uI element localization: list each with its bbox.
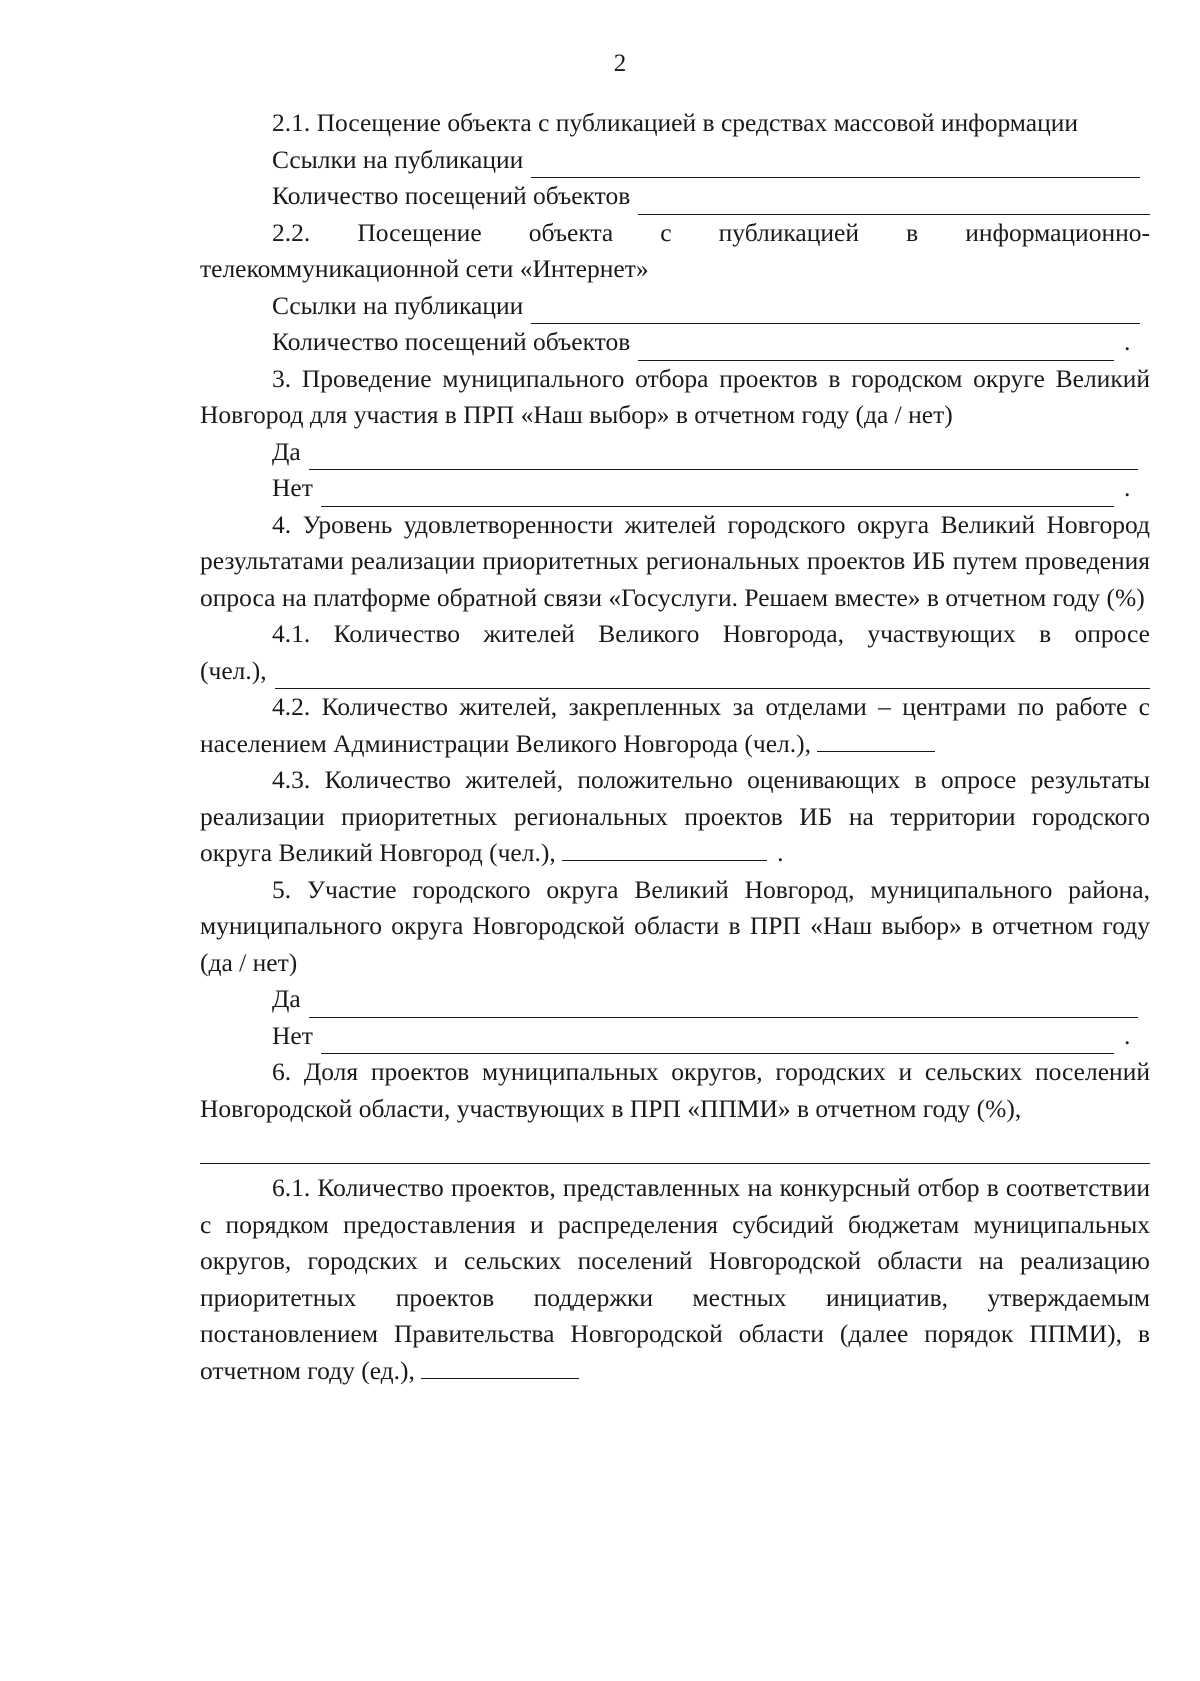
section-2-2-visits-field[interactable] [638, 333, 1114, 361]
section-3-no-label: Нет [272, 473, 313, 502]
section-2-2-visits-label: Количество посещений объектов [272, 327, 631, 356]
section-3-no-end: . [1124, 473, 1131, 502]
section-4-1-text: 4.1. Количество жителей Великого Новгорода, участвующих в опросе [272, 619, 1150, 648]
section-4-2-label: 4.2. Количество жителей, закрепленных за отделами – центрами по работе с населением Администрации Великого Новгорода (чел.), [200, 692, 1150, 758]
section-2-1-visits-label: Количество посещений объектов [272, 181, 631, 210]
section-6-1-label: 6.1. Количество проектов, представленных на конкурсный отбор в соответствии с порядком предоставления и распределения субсидий бюджетам муниципальных округов, городских и сельских поселений Новгородской области на реализацию приоритетных проектов поддержки местных инициатив, утверждаемым постановлением Правительства Новгородской области (далее порядок ППМИ), в отчетном году (ед.), [200, 1173, 1150, 1385]
section-2-2-links-label: Ссылки на публикации [272, 290, 524, 320]
section-4-3-end: . [777, 838, 784, 867]
section-5-no-row [200, 1018, 1150, 1055]
section-3-no-row [200, 470, 1150, 507]
section-2-2-title: 2.2. Посещение объекта с публикацией в информационно-телекоммуникационной сети «Интернет» [200, 217, 1150, 283]
section-5-no-field[interactable] [321, 1026, 1114, 1054]
section-2-1-links-label: Ссылки на публикации [272, 144, 524, 174]
section-3-yes-label: Да [272, 436, 301, 466]
section-4-1-unit: (чел.), [200, 655, 267, 685]
section-2-2-visits-row [200, 324, 1150, 361]
section-5-title: 5. Участие городского округа Великий Новгород, муниципального района, муниципального округа Новгородской области в ПРП «Наш выбор» в отчетном году (да / нет) [200, 874, 1150, 977]
section-4-2-text [200, 689, 1150, 762]
section-3-yes-field[interactable] [309, 442, 1138, 470]
section-5-no-label: Нет [272, 1020, 313, 1050]
section-2-2-links-field[interactable] [531, 296, 1140, 324]
section-3-no-field[interactable] [321, 479, 1114, 507]
section-2-2-visits-end: . [1124, 327, 1131, 356]
section-3-title: 3. Проведение муниципального отбора проектов в городском округе Великий Новгород для участия в ПРП «Наш выбор» в отчетном году (да / нет) [200, 363, 1150, 429]
section-4-2-field[interactable] [817, 727, 935, 752]
section-3-yes-row [200, 434, 1150, 471]
section-5-yes-row [200, 981, 1150, 1018]
section-2-1-links-row [200, 142, 1150, 179]
form-body [200, 105, 1150, 1389]
section-2-1-visits-field[interactable] [638, 187, 1150, 215]
section-4-1-field[interactable] [275, 661, 1150, 689]
page-number: 2 [613, 50, 627, 77]
section-6-field[interactable] [200, 1127, 1150, 1164]
section-4-3-text [200, 762, 1150, 872]
section-6-title: 6. Доля проектов муниципальных округов, городских и сельских поселений Новгородской области, участвующих в ПРП «ППМИ» в отчетном году (%), [200, 1057, 1150, 1123]
section-5-no-end: . [1124, 1020, 1131, 1050]
section-4-3-label: 4.3. Количество жителей, положительно оценивающих в опросе результаты реализации приоритетных региональных проектов ИБ на территории городского округа Великий Новгород (чел.), [200, 765, 1150, 867]
section-4-1-row [200, 653, 1150, 690]
section-2-1-links-field[interactable] [531, 150, 1140, 178]
section-5-yes-field[interactable] [309, 990, 1138, 1018]
section-2-2-links-row [200, 288, 1150, 325]
section-4-3-field[interactable] [562, 836, 767, 861]
section-2-1-title: 2.1. Посещение объекта с публикацией в средствах массовой информации [272, 108, 1079, 137]
section-6-1-text [200, 1170, 1150, 1389]
section-6-1-field[interactable] [421, 1354, 579, 1379]
section-4-title: 4. Уровень удовлетворенности жителей городского округа Великий Новгород результатами реализации приоритетных региональных проектов ИБ путем проведения опроса на платформе обратной связи «Госуслуги. Решаем вместе» в отчетном году (%) [200, 509, 1150, 612]
section-5-yes-label: Да [272, 984, 301, 1013]
section-2-1-visits-row [200, 178, 1150, 215]
